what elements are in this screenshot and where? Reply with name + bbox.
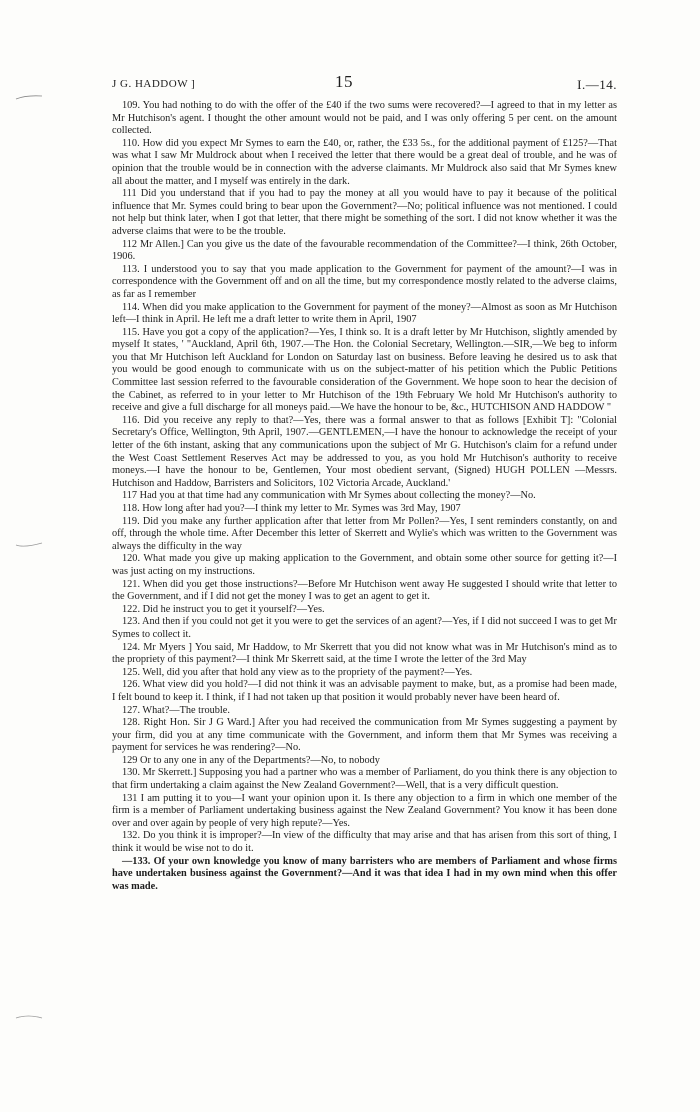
testimony-paragraph: 118. How long after had you?—I think my letter to Mr. Symes was 3rd May, 1907	[122, 503, 461, 514]
margin-pencil-mark	[14, 92, 44, 100]
testimony-paragraph: 113. I understood you to say that you made application to the Government for payment of the amount?—I was in correspondence with the Government off and on all the time, but my correspondence mostly related to the adverse claims, as far as I remember	[112, 263, 617, 300]
testimony-paragraph: 128. Right Hon. Sir J G Ward.] After you had received the communication from Mr Symes suggesting a payment by your firm, did you at any time communicate with the Government, and inform them that Mr Symes was receiving a payment for services he was rendering?—No.	[112, 717, 617, 754]
testimony-text	[112, 100, 617, 893]
testimony-paragraph: 131 I am putting it to you—I want your opinion upon it. Is there any objection to a firm in which one member of the firm is a member of Parliament undertaking business against the New Zealand Government? You know it has been done over and over again by people of very high repute?—Yes.	[112, 792, 617, 829]
page-number: 15	[335, 72, 353, 91]
testimony-paragraph: —133. Of your own knowledge you know of many barristers who are members of Parliament and whose firms have undertaken business against the Government?—And it was that idea I had in my own mind when this offer was made.	[112, 855, 617, 892]
document-reference: I.—14.	[577, 77, 617, 92]
testimony-paragraph: 111 Did you understand that if you had to pay the money at all you would have to pay it because of the political influence that Mr. Symes could bring to bear upon the Government?—No; political influence was not mentioned. I could not help but think later, when I got that letter, that there might be something of the sort. I did not know whether it was the adverse claims that were to be the trouble.	[112, 188, 617, 237]
header-witness-name: J G. HADDOW ]	[112, 78, 196, 90]
testimony-paragraph: 132. Do you think it is improper?—In view of the difficulty that may arise and that has arisen from this sort of thing, I think it would be wise not to do it.	[112, 830, 617, 855]
testimony-paragraph: 123. And then if you could not get it you were to get the services of an agent?—Yes, if I did not succeed I was to get Mr Symes to collect it.	[112, 616, 617, 640]
testimony-paragraph: 122. Did he instruct you to get it yourself?—Yes.	[122, 603, 325, 615]
testimony-paragraph: 125. Well, did you after that hold any view as to the propriety of the payment?—Yes.	[122, 666, 473, 678]
testimony-paragraph: 112 Mr Allen.] Can you give us the date of the favourable recommendation of the Committee?—I think, 26th October, 1906.	[112, 238, 617, 263]
testimony-paragraph: 119. Did you make any further application after that letter from Mr Pollen?—Yes, I sent reminders constantly, on and off, through the whole time. After December this letter of Skerrett and Wylie's which was written to the Government was always the difficulty in the way	[112, 515, 617, 552]
testimony-paragraph: 115. Have you got a copy of the application?—Yes, I think so. It is a draft letter by Mr Hutchison, slightly amended by myself It states, ' "Auckland, April 6th, 1907.—The Hon. the Colonial Secretary, Wellington.—SIR,—We beg to inform you that Mr Hutchison left Auckland for London on Saturday last on business. Before leaving he desired us to ask that you would be good enough to communicate with us on the subject-matter of his petition which the Public Petitions Committee last session referred to the favourable consideration of the Government. We hope soon to hear the decision of the Cabinet, as referred to in your letter to Mr Hutchison of the 19th February We hold Mr Hutchison's authority to receive and give a full discharge for all moneys paid.—We have the honour to be, &c., HUTCHISON AND HADDOW "	[112, 326, 617, 414]
testimony-paragraph: 121. When did you get those instructions?—Before Mr Hutchison went away He suggested I should write that letter to the Government, and if I did not get the money I was to get an agent to get it.	[112, 578, 617, 603]
testimony-paragraph: 130. Mr Skerrett.] Supposing you had a partner who was a member of Parliament, do you think there is any objection to that firm undertaking a claim against the New Zealand Government?—Well, that is a very difficult question.	[112, 767, 617, 792]
page-header	[112, 74, 617, 94]
testimony-paragraph: 117 Had you at that time had any communication with Mr Symes about collecting the money?—No.	[122, 490, 536, 502]
testimony-paragraph: 116. Did you receive any reply to that?—Yes, there was a formal answer to that as follows [Exhibit T]: "Colonial Secretary's Office, Wellington, 9th April, 1907.—GENTLEMEN,—I have the honour to acknowledge the receipt of your letter of the 6th instant, asking that any communications upon the subject of Mr G. Hutchison's claim for a refund under the West Coast Settlement Reserves Act may be addressed to you, as you hold Mr Hutchison's authority to receive moneys.—I have the honour to be, Gentlemen, Your most obedient servant, (Signed) HUGH POLLEN —Messrs. Hutchison and Haddow, Barristers and Solicitors, 102 Victoria Arcade, Auckland.'	[112, 414, 617, 489]
margin-pencil-mark	[14, 540, 44, 548]
testimony-paragraph: 124. Mr Myers ] You said, Mr Haddow, to Mr Skerrett that you did not know what was in Mr Hutchison's mind as to the propriety of this payment?—I think Mr Skerrett said, at the time I wrote the letter of the 3rd May	[112, 641, 617, 666]
testimony-paragraph: 129 Or to any one in any of the Departments?—No, to nobody	[122, 754, 380, 766]
testimony-paragraph: 110. How did you expect Mr Symes to earn the £40, or, rather, the £33 5s., for the additional payment of £125?—That was what I saw Mr Muldrock about when I received the letter that there would be a great deal of trouble, and he was of opinion that the trouble would be in connection with the adverse claimants. Mr Muldrock also said that Mr Symes knew all about the matter, and I myself was entirely in the dark.	[112, 137, 617, 187]
testimony-paragraph: 126. What view did you hold?—I did not think it was an advisable payment to make, but, as a promise had been made, I felt bound to keep it. I think, if I had not taken up that position it would probably never have been heard of.	[112, 679, 617, 703]
margin-pencil-mark	[14, 1012, 44, 1020]
testimony-paragraph: 109. You had nothing to do with the offer of the £40 if the two sums were recovered?—I agreed to that in my letter as Mr Hutchison's agent. I thought the other amount would not be paid, and I was only offering 5 per cent. on the amount collected.	[112, 100, 617, 137]
testimony-paragraph: 120. What made you give up making application to the Government, and obtain some other source for getting it?—I was just acting on my instructions.	[112, 553, 617, 577]
testimony-paragraph: 127. What?—The trouble.	[122, 704, 230, 716]
testimony-paragraph: 114. When did you make application to the Government for payment of the money?—Almost as soon as Mr Hutchison left—I think in April. He left me a draft letter to write them in April, 1907	[112, 301, 617, 326]
